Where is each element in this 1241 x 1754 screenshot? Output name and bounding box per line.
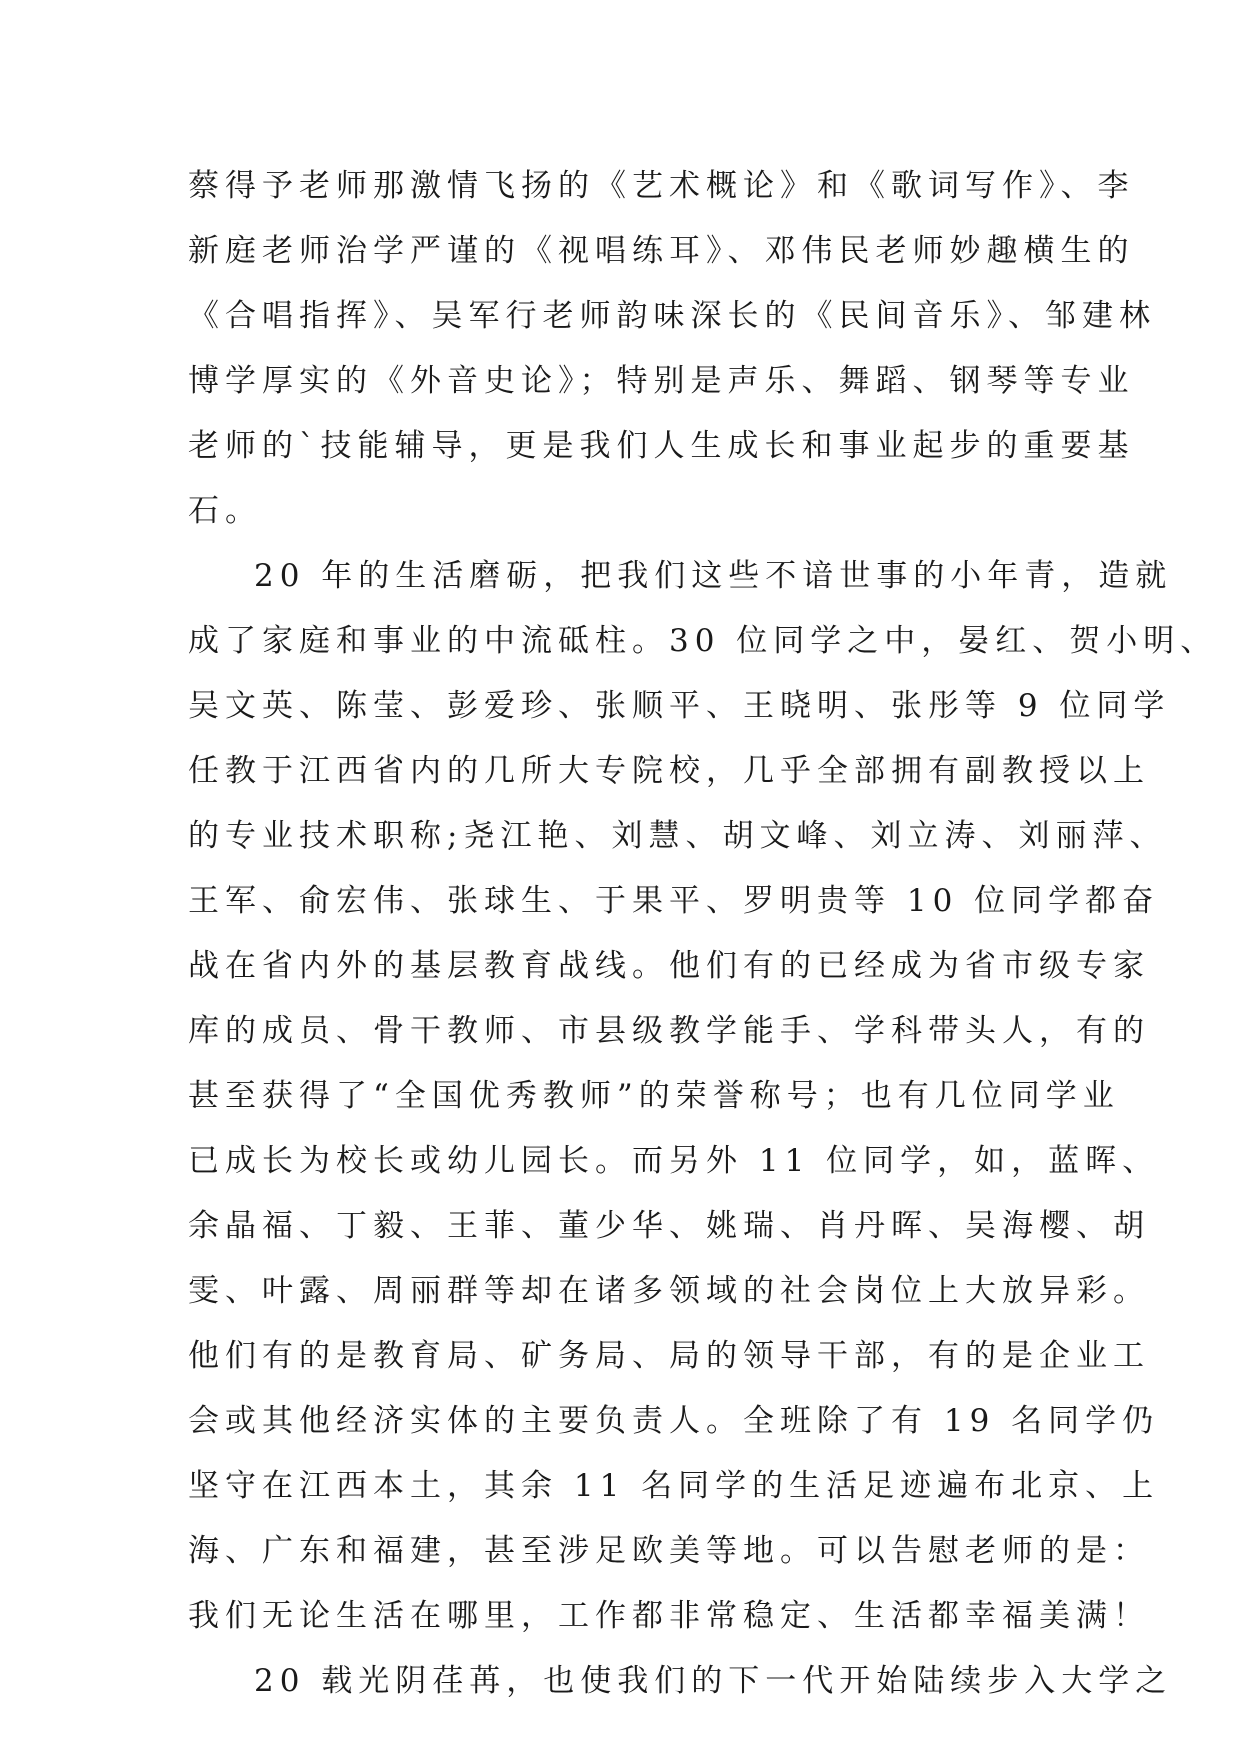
text-line: 《合唱指挥》、吴军行老师韵味深长的《民间音乐》、邹建林 xyxy=(188,298,1156,334)
text-line: 博学厚实的《外音史论》；特别是声乐、舞蹈、钢琴等专业 xyxy=(188,363,1135,399)
text-line: 蔡得予老师那激情飞扬的《艺术概论》和《歌词写作》、李 xyxy=(188,168,1135,204)
text-line: 我们无论生活在哪里，工作都非常稳定、生活都幸福美满！ xyxy=(188,1598,1150,1634)
text-line: 已成长为校长或幼儿园长。而另外 11 位同学，如，蓝晖、 xyxy=(188,1143,1160,1179)
text-line: 会或其他经济实体的主要负责人。全班除了有 19 名同学仍 xyxy=(188,1403,1160,1439)
text-line: 成了家庭和事业的中流砥柱。30 位同学之中，晏红、贺小明、 xyxy=(188,623,1218,659)
text-line: 甚至获得了“全国优秀教师”的荣誉称号；也有几位同学业 xyxy=(188,1078,1120,1114)
text-line: 的专业技术职称;尧江艳、刘慧、胡文峰、刘立涛、刘丽萍、 xyxy=(188,818,1167,854)
text-line: 他们有的是教育局、矿务局、局的领导干部，有的是企业工 xyxy=(188,1338,1150,1374)
text-line: 余晶福、丁毅、王菲、董少华、姚瑞、肖丹晖、吴海樱、胡 xyxy=(188,1208,1150,1244)
text-line: 任教于江西省内的几所大专院校，几乎全部拥有副教授以上 xyxy=(188,753,1150,789)
text-line: 老师的`技能辅导，更是我们人生成长和事业起步的重要基 xyxy=(188,428,1135,464)
text-line: 战在省内外的基层教育战线。他们有的已经成为省市级专家 xyxy=(188,948,1150,984)
text-line: 雯、叶露、周丽群等却在诸多领域的社会岗位上大放异彩。 xyxy=(188,1273,1150,1309)
text-line: 石。 xyxy=(188,493,262,529)
text-line: 20 年的生活磨砺，把我们这些不谙世事的小年青，造就 xyxy=(254,558,1173,594)
text-line: 新庭老师治学严谨的《视唱练耳》、邓伟民老师妙趣横生的 xyxy=(188,233,1135,269)
body-text xyxy=(188,154,1218,1714)
text-line: 王军、俞宏伟、张球生、于果平、罗明贵等 10 位同学都奋 xyxy=(188,883,1160,919)
text-line: 坚守在江西本土，其余 11 名同学的生活足迹遍布北京、上 xyxy=(188,1468,1160,1504)
text-line: 吴文英、陈莹、彭爱珍、张顺平、王晓明、张彤等 9 位同学 xyxy=(188,688,1171,724)
text-line: 库的成员、骨干教师、市县级教学能手、学科带头人，有的 xyxy=(188,1013,1150,1049)
text-line: 20 载光阴荏苒，也使我们的下一代开始陆续步入大学之 xyxy=(254,1663,1173,1699)
text-line: 海、广东和福建，甚至涉足欧美等地。可以告慰老师的是： xyxy=(188,1533,1150,1569)
